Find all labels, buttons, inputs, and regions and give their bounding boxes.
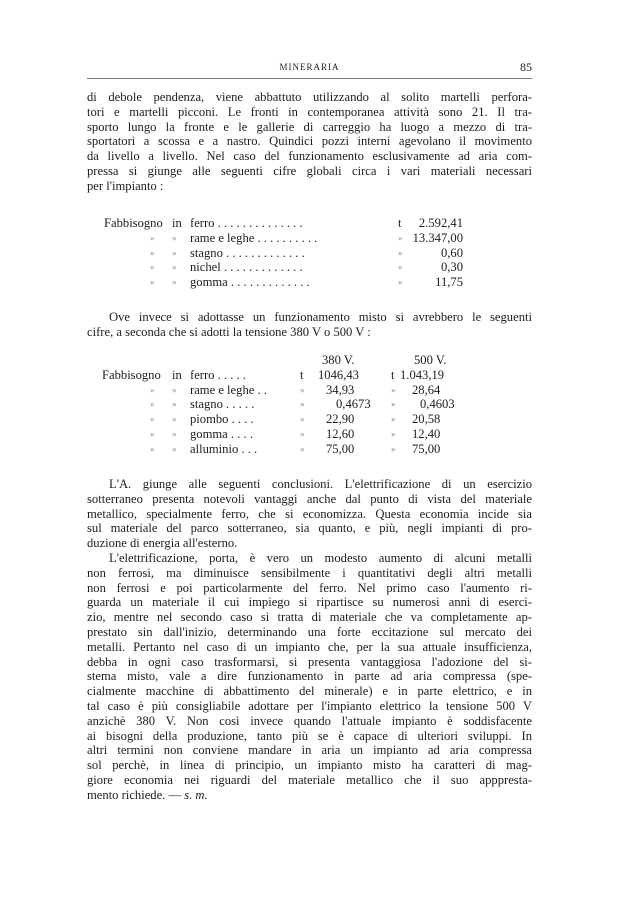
row-in: » xyxy=(172,384,177,395)
material: ferro . . . . . xyxy=(190,367,246,382)
row-in: » xyxy=(172,443,177,454)
unit: » xyxy=(398,247,403,258)
value-380: 75,00 xyxy=(326,441,355,456)
text-line: giore economia nei riguardi del materiale metallico che il suo apppresta- xyxy=(87,772,532,787)
unit-500: » xyxy=(391,384,396,395)
row-label: » xyxy=(150,247,155,258)
text-line: non ferrosi, ma diminuisce sensibilmente i quantitativi degli altri metalli xyxy=(87,565,532,580)
value: 11,75 xyxy=(435,275,463,290)
row-in: » xyxy=(172,232,177,243)
table-row xyxy=(0,383,629,398)
value: 2.592,41 xyxy=(418,216,463,230)
value: 0,30 xyxy=(440,260,463,275)
material: ferro . . . . . . . . . . . . . . xyxy=(190,216,303,230)
text-line: debba in ogni caso trasformarsi, si presenta vantaggiosa l'adozione del si- xyxy=(87,654,532,669)
header-rule xyxy=(87,78,532,79)
value-500: 0,4603 xyxy=(420,397,455,412)
value-500: 75,00 xyxy=(412,441,441,456)
value: 0,60 xyxy=(440,245,463,260)
table-row xyxy=(0,260,629,275)
text-line: tal caso è più consigliabile adottare per l'impianto elettrico la tensione 500 V xyxy=(87,698,532,713)
unit-500: t xyxy=(391,367,395,382)
table-row xyxy=(0,427,629,442)
material: stagno . . . . . . . . . . . . . xyxy=(190,245,305,260)
row-label: » xyxy=(150,399,155,410)
material: stagno . . . . . xyxy=(190,397,255,412)
row-label: » xyxy=(150,414,155,425)
material: gomma . . . . . . . . . . . . . xyxy=(190,275,310,290)
text-line: duzione di energia all'esterno. xyxy=(87,536,238,551)
text-line: per l'impianto : xyxy=(87,178,164,193)
value-500: 28,64 xyxy=(412,382,441,397)
material: gomma . . . . xyxy=(190,426,253,441)
text-line: sul materiale del parco sotterraneo, sia quanto, e più, negli impianti di pro- xyxy=(87,521,532,536)
text-line: anzichè 380 V. Non così invece quando l'attuale impianto è soddisfacente xyxy=(87,713,532,728)
table-row xyxy=(0,275,629,290)
text-line-final xyxy=(87,788,532,803)
table-row xyxy=(0,442,629,457)
value-500: 1.043,19 xyxy=(400,367,445,382)
material: rame e leghe . . . . . . . . . . xyxy=(190,230,318,245)
row-label: » xyxy=(150,384,155,395)
text-line: zio, mentre nel secondo caso si tratta di materiale che va completamente ap- xyxy=(87,610,532,625)
material: alluminio . . . xyxy=(190,441,258,456)
value-500: 12,40 xyxy=(412,426,441,441)
unit-500: » xyxy=(391,443,396,454)
row-label: » xyxy=(150,232,155,243)
text-line: prestato sin dall'inizio, determinando una forte eccitazione sul mercato dei xyxy=(87,624,532,639)
table-row xyxy=(0,397,629,412)
row-in: in xyxy=(172,367,182,382)
text-line: L'elettrificazione, porta, è vero un modesto aumento di alcuni metalli xyxy=(109,550,532,565)
text-line: di debole pendenza, viene abbattuto utilizzando al solito martelli perfora- xyxy=(87,90,532,104)
page-number: 85 xyxy=(520,60,532,74)
text-line: pressa si giunge alle seguenti cifre globali circa i vari materiali necessari xyxy=(87,163,532,178)
material: rame e leghe . . xyxy=(190,382,267,397)
unit-380: » xyxy=(300,428,305,439)
text-line: metalli. Pertanto nel caso di un impianto che, per la sua attuale insufficienza, xyxy=(87,639,532,654)
text-line: altri termini non conviene mandare in aria un impianto ad aria compressa xyxy=(87,743,532,758)
unit-380: » xyxy=(300,443,305,454)
row-in: » xyxy=(172,277,177,288)
value-380: 1046,43 xyxy=(318,367,359,382)
unit: t xyxy=(398,216,402,230)
material: nichel . . . . . . . . . . . . . xyxy=(190,260,303,275)
unit-380: » xyxy=(300,384,305,395)
text-line: sol perchè, in linea di principio, un impianto misto ha caratteri di mag- xyxy=(87,758,532,773)
row-label: » xyxy=(150,443,155,454)
materials-table-compressed-air xyxy=(0,216,629,290)
unit: » xyxy=(398,277,403,288)
table-row xyxy=(0,368,629,383)
text-line: da livello a livello. Nel caso del funzionamento esclusivamente ad aria com- xyxy=(87,149,532,164)
value: 13.347,00 xyxy=(412,230,463,245)
unit-380: » xyxy=(300,399,305,410)
value-380: 34,93 xyxy=(326,382,355,397)
text-line: non ferrosi e poi particolarmente del ferro. Nel primo caso l'aumento ri- xyxy=(87,580,532,595)
header-title: MINERARIA xyxy=(279,62,340,72)
text-line: ai bisogni della produzione, tanto più se è capace di ulteriori sviluppi. In xyxy=(87,728,532,743)
row-label: » xyxy=(150,277,155,288)
table-row xyxy=(0,246,629,261)
unit-380: t xyxy=(300,367,304,382)
text-line: sportatori a scossa e a nastro. Quindici pozzi interni agevolano il movimento xyxy=(87,134,532,149)
row-label: » xyxy=(150,262,155,273)
row-in: » xyxy=(172,399,177,410)
paragraph-3 xyxy=(87,477,532,803)
table-header xyxy=(0,353,629,368)
paragraph-2 xyxy=(87,310,532,340)
row-label: » xyxy=(150,428,155,439)
text-line: sporto lungo la fronte e le gallerie di carreggio ha luogo a mezzo di tra- xyxy=(87,119,532,134)
text-line: stema misto, vale a dire funzionamento in parte ad aria compressa (spe- xyxy=(87,669,532,684)
row-in: » xyxy=(172,428,177,439)
value-500: 20,58 xyxy=(412,412,441,427)
text-line: guarda un materiale il cui impiego si ripartisce su numerosi anni di eserci- xyxy=(87,595,532,610)
signature-initials: s. m. xyxy=(184,787,208,802)
table-row xyxy=(0,216,629,231)
text-line: Ove invece si adottasse un funzionamento misto si avrebbero le seguenti xyxy=(109,310,532,324)
value-380: 22,90 xyxy=(326,412,355,427)
text-line: cifre, a seconda che si adotti la tensione 380 V o 500 V : xyxy=(87,324,371,339)
value-380: 0,4673 xyxy=(336,397,371,412)
value-380: 12,60 xyxy=(326,426,355,441)
final-text: mento richiede. — xyxy=(87,787,182,802)
col-380v: 380 V. xyxy=(322,353,355,367)
unit-500: » xyxy=(391,399,396,410)
unit: » xyxy=(398,262,403,273)
row-label: Fabbisogno xyxy=(102,367,161,382)
unit-500: » xyxy=(391,428,396,439)
col-500v: 500 V. xyxy=(414,353,447,367)
text-line: cialmente macchine di abbattimento del minerale) e in parte elettrico, e in xyxy=(87,684,532,699)
unit-380: » xyxy=(300,414,305,425)
materials-table-mixed xyxy=(0,353,629,457)
unit: » xyxy=(398,232,403,243)
material: piombo . . . . xyxy=(190,412,254,427)
running-header xyxy=(87,62,532,76)
table-row xyxy=(0,231,629,246)
unit-500: » xyxy=(391,414,396,425)
text-line: tori e martelli picconi. Le fronti in contemporanea attività sono 21. Il tra- xyxy=(87,104,532,119)
table-row xyxy=(0,412,629,427)
row-in: in xyxy=(172,216,182,230)
row-label: Fabbisogno xyxy=(104,216,163,230)
text-line: L'A. giunge alle seguenti conclusioni. L'elettrificazione di un esercizio xyxy=(109,477,532,491)
paragraph-1 xyxy=(87,90,532,194)
text-line: sotterraneo presenta notevoli vantaggi anche dal punto di vista del materiale xyxy=(87,491,532,506)
text-line: metallico, specialmente ferro, che si economizza. Questa economia incide sia xyxy=(87,506,532,521)
row-in: » xyxy=(172,414,177,425)
row-in: » xyxy=(172,262,177,273)
row-in: » xyxy=(172,247,177,258)
